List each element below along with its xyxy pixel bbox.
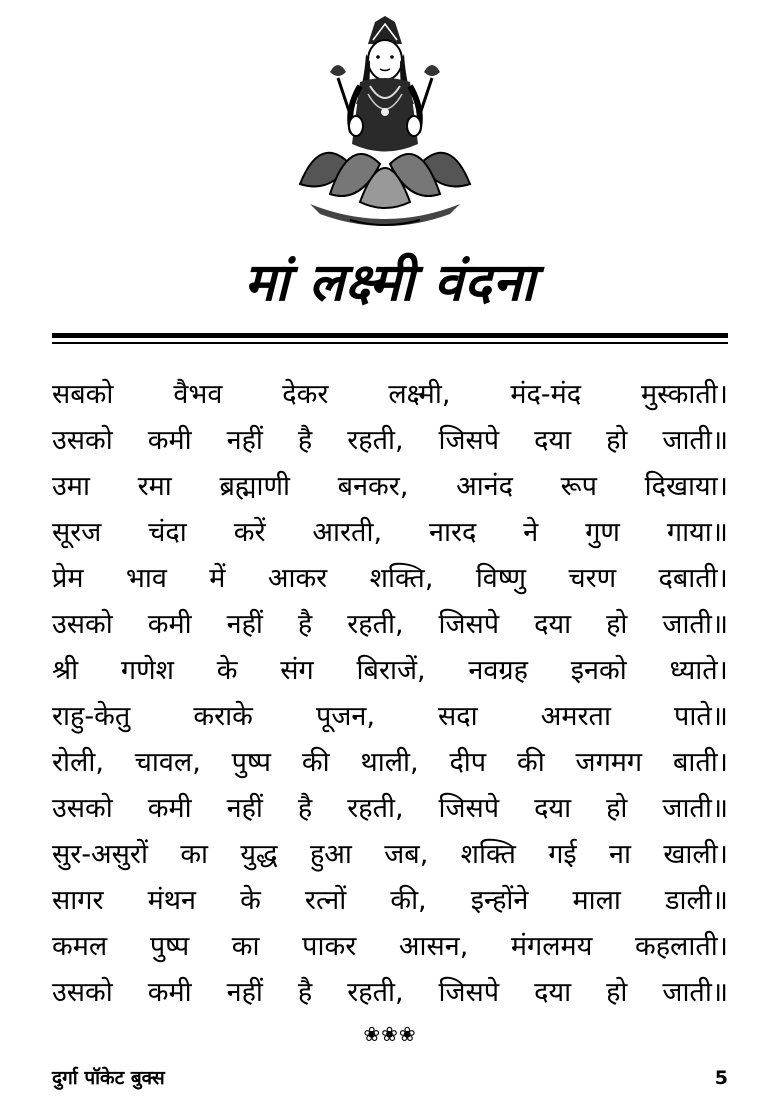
verse-line (52, 878, 728, 924)
verse-line (52, 510, 728, 556)
verse-word: रत्नों (304, 885, 347, 916)
verse-word: उसको (52, 793, 113, 824)
verse-line (52, 786, 728, 832)
verse-word: पुष्प (231, 747, 272, 778)
verse-line (52, 602, 728, 648)
verse-word: हुआ (309, 839, 352, 870)
verse-word: गणेश (120, 655, 174, 686)
verse-word: विष्णु (475, 563, 527, 594)
verse-word: की, (390, 885, 427, 916)
goddess-lakshmi-on-lotus-icon (290, 14, 480, 238)
title-divider-thin (52, 342, 728, 344)
verse-word: राहु-केतु (52, 701, 131, 732)
verse-word: चावल, (134, 747, 201, 778)
verse-word: रहती, (347, 425, 404, 456)
verse-word: श्री (52, 655, 79, 686)
verse-line (52, 970, 728, 1016)
verse-word: ना (609, 839, 631, 870)
verse-word: कहलाती। (634, 931, 728, 962)
verse-word: शक्ति, (369, 563, 434, 594)
verse-word: बनकर, (337, 471, 409, 502)
verse-word: थाली, (360, 747, 419, 778)
verse-line (52, 418, 728, 464)
verse-word: उसको (52, 425, 113, 456)
verse-word: पूजन, (315, 701, 375, 732)
verse-word: का (180, 839, 209, 870)
verse-word: हो (606, 425, 628, 456)
verse-word: इनको (570, 655, 627, 686)
verse-word: ब्रह्माणी (219, 471, 290, 502)
verse-word: जाती॥ (662, 977, 728, 1008)
verse-word: लक्ष्मी, (388, 379, 451, 410)
verse-word: कमी (147, 425, 192, 456)
verse-word: है (297, 793, 313, 824)
verse-word: चरण (568, 563, 617, 594)
verse-word: गई (548, 839, 577, 870)
verse-word: पुष्प (149, 931, 190, 962)
verse-word: जाती॥ (662, 609, 728, 640)
verse-word: दया (534, 425, 572, 456)
verse-word: दया (534, 793, 572, 824)
verse-word: डाली॥ (665, 885, 728, 916)
verse-line (52, 648, 728, 694)
verse-word: के (216, 655, 238, 686)
verse-word: जब, (384, 839, 429, 870)
verse-word: आकर (267, 563, 328, 594)
verse-word: गाया॥ (666, 517, 728, 548)
verse-word: गुण (585, 517, 620, 548)
verse-word: हो (606, 793, 628, 824)
verse-word: रमा (137, 471, 172, 502)
verse-line (52, 556, 728, 602)
verse-word: बिराजें, (356, 655, 426, 686)
verse-word: ने (523, 517, 539, 548)
verse-word: उसको (52, 977, 113, 1008)
verse-word: वैभव (173, 379, 223, 410)
verse-word: रोली, (52, 747, 104, 778)
verse-word: मंगलमय (510, 931, 593, 962)
verse-word: जाती॥ (662, 425, 728, 456)
verse-word: पाकर (302, 931, 357, 962)
verse-line (52, 372, 728, 418)
verse-word: कमी (147, 609, 192, 640)
verse-word: हो (606, 977, 628, 1008)
verse-word: कराके (193, 701, 253, 732)
verse-word: रूप (560, 471, 597, 502)
title-divider-thick (52, 333, 728, 338)
verse-word: रहती, (347, 977, 404, 1008)
verse-block (52, 372, 728, 1016)
verse-word: इन्होंने (470, 885, 529, 916)
verse-word: दिखाया। (644, 471, 728, 502)
verse-word: है (297, 977, 313, 1008)
verse-word: नहीं (226, 425, 263, 456)
verse-word: उसको (52, 609, 113, 640)
verse-word: रहती, (347, 609, 404, 640)
verse-word: मुस्काती। (641, 379, 728, 410)
page-title: मां लक्ष्मी वंदना (244, 253, 536, 313)
verse-word: जिसपे (438, 425, 500, 456)
verse-word: खाली। (663, 839, 728, 870)
verse-word: हो (606, 609, 628, 640)
verse-word: संग (280, 655, 314, 686)
verse-word: है (297, 425, 313, 456)
verse-word: जिसपे (438, 609, 500, 640)
verse-word: रहती, (347, 793, 404, 824)
verse-word: नहीं (226, 977, 263, 1008)
verse-word: जिसपे (438, 793, 500, 824)
verse-word: की (301, 747, 330, 778)
verse-word: दबाती। (658, 563, 728, 594)
verse-word: कमल (52, 931, 108, 962)
verse-word: आसन, (398, 931, 469, 962)
verse-word: नारद (428, 517, 477, 548)
verse-word: उमा (52, 471, 90, 502)
verse-word: नहीं (226, 793, 263, 824)
verse-word: की (516, 747, 545, 778)
verse-word: का (231, 931, 260, 962)
verse-word: सूरज (52, 517, 102, 548)
verse-word: प्रेम (52, 563, 84, 594)
verse-word: नवग्रह (468, 655, 528, 686)
verse-word: शक्ति (460, 839, 516, 870)
verse-word: है (297, 609, 313, 640)
verse-word: युद्ध (240, 839, 278, 870)
ornament-divider: ❀❀❀ (363, 1022, 417, 1046)
verse-word: आरती, (312, 517, 383, 548)
verse-word: जाती॥ (662, 793, 728, 824)
page-number: 5 (714, 1067, 728, 1089)
verse-line (52, 832, 728, 878)
verse-word: सबको (52, 379, 114, 410)
publisher-name: दुर्गा पॉकेट बुक्स (52, 1067, 165, 1089)
verse-word: माला (572, 885, 621, 916)
verse-word: दया (534, 977, 572, 1008)
verse-word: मंद-मंद (510, 379, 582, 410)
verse-word: बाती। (672, 747, 728, 778)
verse-word: के (240, 885, 261, 916)
verse-word: पाते॥ (674, 701, 728, 732)
verse-word: जगमग (575, 747, 643, 778)
verse-word: आनंद (456, 471, 513, 502)
verse-word: दीप (449, 747, 487, 778)
verse-line (52, 464, 728, 510)
verse-word: ध्याते। (669, 655, 728, 686)
verse-word: सदा (438, 701, 478, 732)
verse-line (52, 924, 728, 970)
verse-line (52, 740, 728, 786)
verse-line (52, 694, 728, 740)
verse-word: अमरता (540, 701, 611, 732)
verse-word: भाव (125, 563, 167, 594)
verse-word: दया (534, 609, 572, 640)
verse-word: देकर (282, 379, 329, 410)
verse-word: सागर (52, 885, 104, 916)
verse-word: सुर-असुरों (52, 839, 148, 870)
verse-word: करें (233, 517, 266, 548)
verse-word: चंदा (148, 517, 187, 548)
verse-word: नहीं (226, 609, 263, 640)
verse-word: मंथन (147, 885, 196, 916)
verse-word: में (209, 563, 226, 594)
verse-word: कमी (147, 793, 192, 824)
verse-word: कमी (147, 977, 192, 1008)
verse-word: जिसपे (438, 977, 500, 1008)
